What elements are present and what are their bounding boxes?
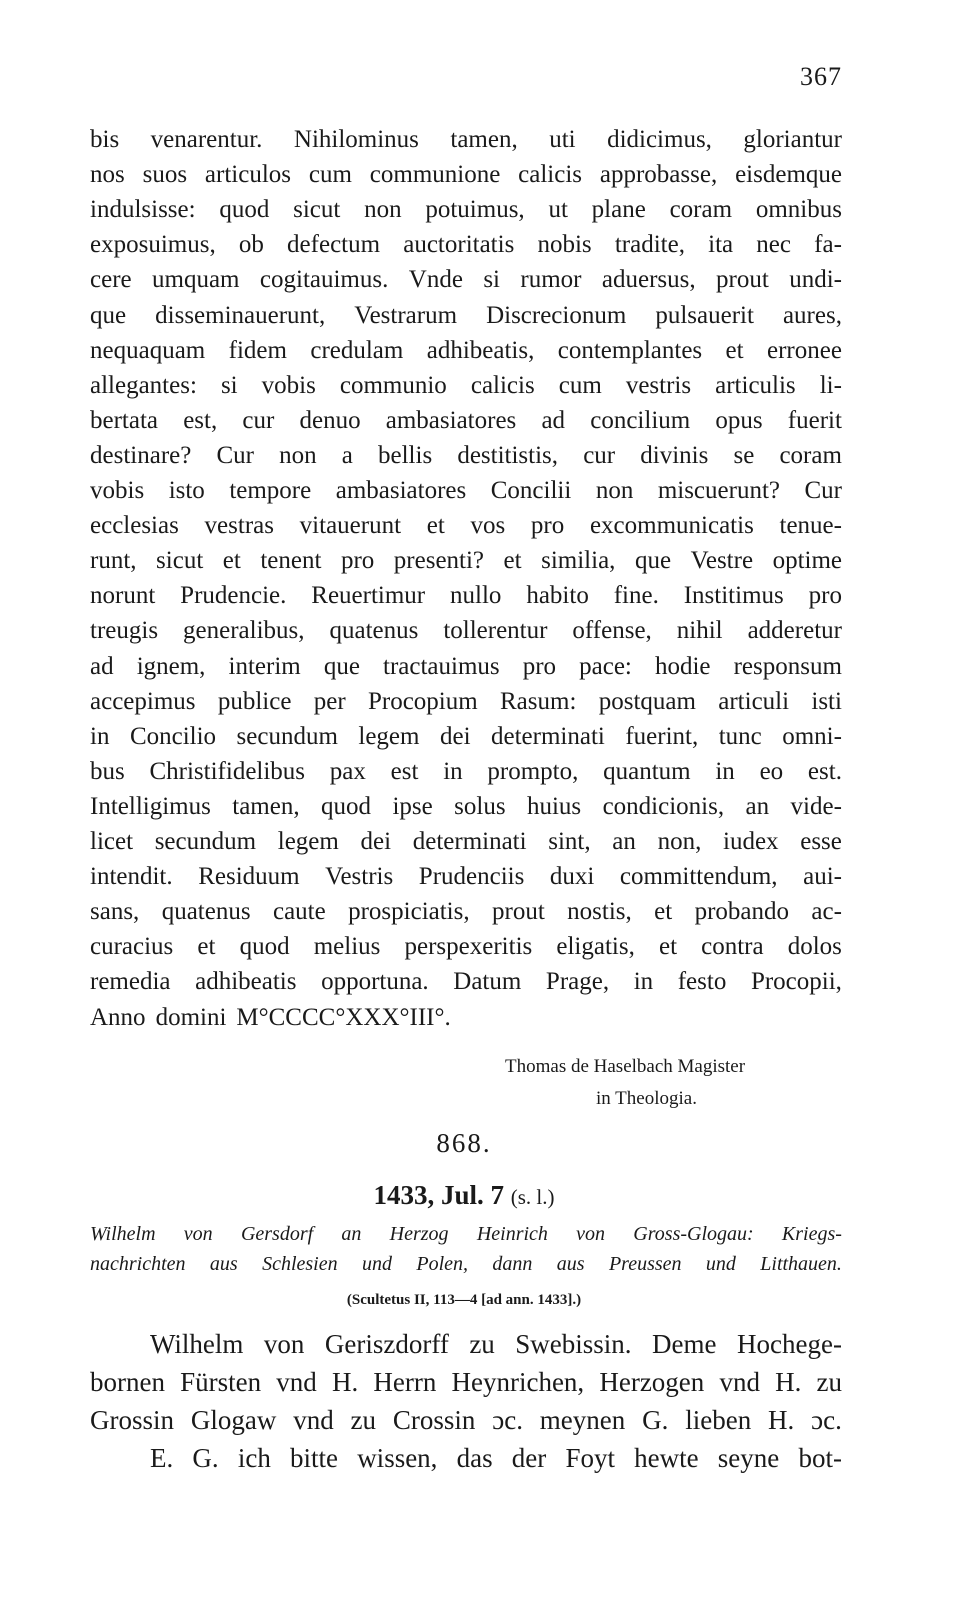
body-text-line: treugis generalibus, quatenus tollerentur offense, nihil adderetur bbox=[90, 617, 842, 645]
body-text-line: ecclesias vestras vitauerunt et vos pro excommunicatis tenue- bbox=[90, 512, 842, 540]
body-text-line: accepimus publice per Procopium Rasum: postquam articuli isti bbox=[90, 687, 842, 715]
body-text-line: bis venarentur. Nihilominus tamen, uti didicimus, gloriantur bbox=[90, 126, 842, 153]
letter-line: Grossin Glogaw vnd zu Crossin ɔc. meynen G. lieben H. ɔc. bbox=[90, 1405, 842, 1435]
body-text-line: bertata est, cur denuo ambasiatores ad concilium opus fuerit bbox=[90, 406, 842, 434]
body-text-line: allegantes: si vobis communio calicis cum vestris articulis li- bbox=[90, 371, 842, 399]
body-text-line: cere umquam cogitauimus. Vnde si rumor aduersus, prout undi- bbox=[90, 266, 842, 294]
date-text: 1433, Jul. 7 bbox=[373, 1180, 505, 1210]
body-text-line: indulsisse: quod sicut non potuimus, ut plane coram omnibus bbox=[90, 196, 842, 224]
date-heading bbox=[0, 1180, 928, 1211]
body-text-line: nos suos articulos cum communione calicis approbasse, eisdemque bbox=[90, 161, 842, 189]
signature-line-2: in Theologia. bbox=[596, 1088, 697, 1109]
body-text-line: remedia adhibeatis opportuna. Datum Prage, in festo Procopii, bbox=[90, 968, 842, 996]
body-text-line: exposuimus, ob defectum auctoritatis nobis tradite, ita nec fa- bbox=[90, 231, 842, 259]
place-note: (s. l.) bbox=[510, 1185, 555, 1209]
body-text-line: destinare? Cur non a bellis destitistis, cur divinis se coram bbox=[90, 441, 842, 469]
body-text-line: ad ignem, interim que tractauimus pro pace: hodie responsum bbox=[90, 652, 842, 680]
document-number: 868. bbox=[436, 1128, 492, 1158]
body-text-line: curacius et quod melius perspexeritis eligatis, et contra dolos bbox=[90, 933, 842, 961]
body-text-line: in Concilio secundum legem dei determinati fuerint, tunc omni- bbox=[90, 722, 842, 750]
body-text-line: Anno domini M°CCCC°XXX°III°. bbox=[90, 1003, 451, 1031]
body-text-line: vobis isto tempore ambasiatores Concilii non miscuerunt? Cur bbox=[90, 477, 842, 504]
body-text-line: nequaquam fidem credulam adhibeatis, contemplantes et erronee bbox=[90, 336, 842, 364]
signature-line-1: Thomas de Haselbach Magister bbox=[505, 1056, 746, 1077]
letter-line: E. G. ich bitte wissen, das der Foyt hewte seyne bot- bbox=[150, 1443, 842, 1473]
body-text-line: norunt Prudencie. Reuertimur nullo habito fine. Institimus pro bbox=[90, 582, 842, 610]
body-text-line: intendit. Residuum Vestris Prudenciis duxi committendum, aui- bbox=[90, 863, 842, 891]
page-number: 367 bbox=[800, 62, 842, 91]
body-text-line: licet secundum legem dei determinati sint, an non, iudex esse bbox=[90, 828, 842, 855]
body-text-line: que disseminauerunt, Vestrarum Discrecionum pulsauerit aures, bbox=[90, 301, 842, 329]
body-text-line: bus Christifidelibus pax est in prompto, quantum in eo est. bbox=[90, 757, 842, 785]
letter-line: bornen Fürsten vnd H. Herrn Heynrichen, Herzogen vnd H. zu bbox=[90, 1367, 842, 1397]
summary-line-1: Wilhelm von Gersdorf an Herzog Heinrich von Gross-Glogau: Kriegs- bbox=[90, 1223, 842, 1245]
body-text-line: runt, sicut et tenent pro presenti? et similia, que Vestre optime bbox=[90, 547, 842, 575]
letter-line: Wilhelm von Geriszdorff zu Swebissin. Deme Hochege- bbox=[150, 1329, 842, 1359]
body-text-line: Intelligimus tamen, quod ipse solus huius condicionis, an vide- bbox=[90, 792, 842, 820]
source-note: (Scultetus II, 113—4 [ad ann. 1433].) bbox=[346, 1292, 582, 1308]
summary-line-2: nachrichten aus Schlesien und Polen, dann aus Preussen und Litthauen. bbox=[90, 1253, 842, 1275]
body-text-line: sans, quatenus caute prospiciatis, prout nostis, et probando ac- bbox=[90, 898, 842, 926]
